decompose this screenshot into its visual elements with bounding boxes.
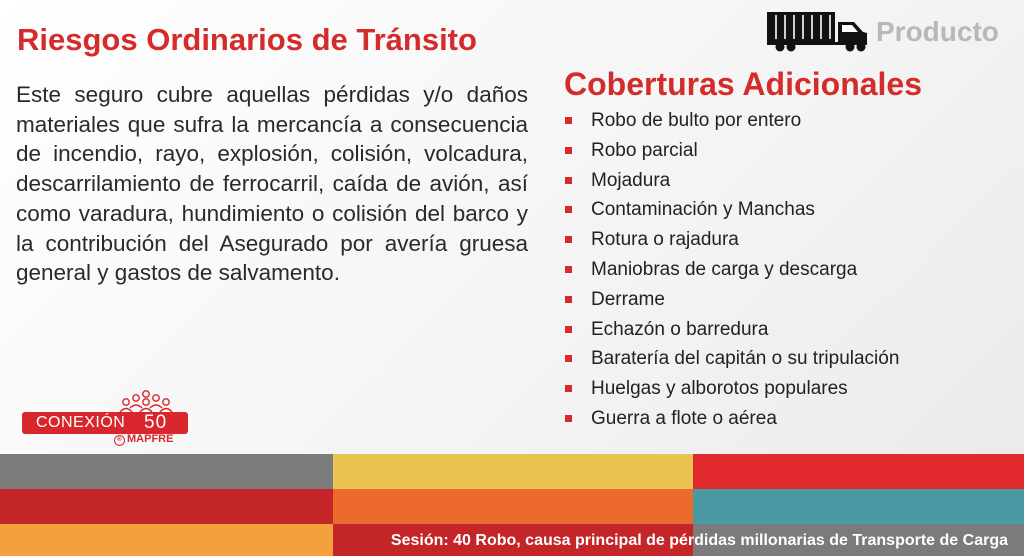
bullet-icon (565, 355, 572, 362)
list-item (564, 225, 899, 255)
bullet-icon (565, 385, 572, 392)
stripe-red (693, 454, 1024, 489)
bullet-icon (565, 177, 572, 184)
list-item (564, 285, 899, 315)
list-item (564, 374, 899, 404)
list-item (564, 404, 899, 434)
list-item-label: Robo parcial (591, 139, 698, 161)
coverages-title: Coberturas Adicionales (564, 66, 923, 102)
stripe-orange (333, 489, 693, 524)
session-footer: Sesión: 40 Robo, causa principal de pérdidas millonarias de Transporte de Carga (390, 532, 1008, 549)
list-item-label: Maniobras de carga y descarga (591, 258, 858, 280)
list-item-label: Rotura o rajadura (591, 229, 739, 251)
bullet-icon (565, 415, 572, 422)
registered-icon: ® (114, 435, 125, 446)
bullet-icon (565, 296, 572, 303)
brand-label (114, 433, 173, 446)
list-item-label: Contaminación y Manchas (591, 199, 815, 221)
list-item-label: Derrame (591, 288, 665, 310)
list-item (564, 136, 899, 166)
coverage-list (564, 106, 899, 434)
list-item (564, 315, 899, 345)
list-item-label: Mojadura (591, 169, 671, 191)
list-item (564, 166, 899, 196)
list-item (564, 106, 899, 136)
bullet-icon (565, 266, 572, 273)
stripe-yellow (333, 454, 693, 489)
bullet-icon (565, 117, 572, 124)
bullet-icon (565, 147, 572, 154)
bullet-icon (565, 206, 572, 213)
section-label: Producto (876, 16, 999, 47)
people-icon (22, 388, 190, 414)
conexion-50-logo (22, 388, 190, 446)
stripe-gray (0, 454, 333, 489)
bullet-icon (565, 326, 572, 333)
coverage-description: Este seguro cubre aquellas pérdidas y/o daños materiales que sufra la mercancía a consecuencia de incendio, rayo, explosión, colisión, volcadura, descarrilamiento de ferrocarril, caída de avión, así como varadura, hundimiento o colisión del barco y la contribución del Asegurado por avería gruesa general y gastos de salvamento. (16, 82, 528, 286)
list-item-label: Robo de bulto por entero (591, 110, 802, 131)
list-item-label: Echazón o barredura (591, 318, 769, 340)
slide-title: Riesgos Ordinarios de Tránsito (17, 22, 477, 57)
logo-name: CONEXIÓN (36, 414, 126, 431)
logo-number: 50 (144, 412, 168, 433)
list-item (564, 255, 899, 285)
list-item-label: Baratería del capitán o su tripulación (591, 348, 900, 370)
list-item-label: Guerra a flote o aérea (591, 407, 777, 429)
stripe-teal (693, 489, 1024, 524)
logo-box (22, 412, 188, 434)
list-item (564, 344, 899, 374)
truck-icon (766, 10, 870, 52)
stripe-darkred (0, 489, 333, 524)
list-item-label: Huelgas y alborotos populares (591, 378, 848, 400)
brand-name: MAPFRE (127, 433, 174, 445)
list-item (564, 195, 899, 225)
bullet-icon (565, 236, 572, 243)
